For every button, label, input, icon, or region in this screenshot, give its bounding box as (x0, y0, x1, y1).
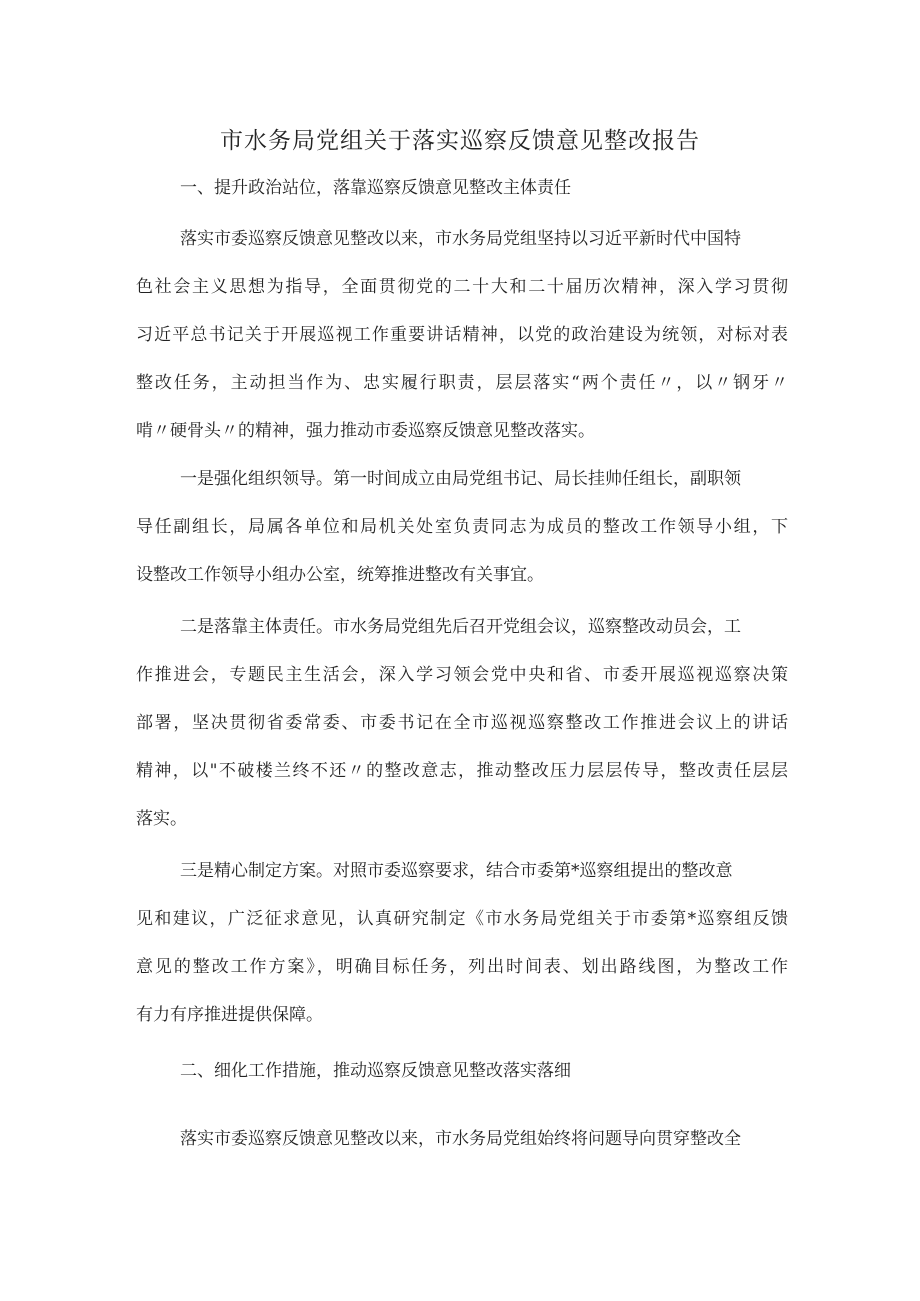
paragraph-line: 习近平总书记关于开展巡视工作重要讲话精神，以党的政治建设为统领，对标对表 (136, 325, 788, 345)
paragraph-line: 啃〃硬骨头〃的精神，强力推动市委巡察反馈意见整改落实。 (136, 421, 595, 441)
paragraph-line: 设整改工作领导小组办公室，统筹推进整改有关事宜。 (136, 565, 544, 585)
section-heading-2: 二、细化工作措施，推动巡察反馈意见整改落实落细 (180, 1061, 571, 1081)
paragraph-line: 落实市委巡察反馈意见整改以来，市水务局党组坚持以习近平新时代中国特 (180, 229, 741, 249)
paragraph-line: 色社会主义思想为指导，全面贯彻党的二十大和二十届历次精神，深入学习贯彻 (136, 277, 788, 297)
paragraph-line: 三是精心制定方案。对照市委巡察要求，结合市委第*巡察组提出的整改意 (180, 861, 733, 881)
paragraph-line: 整改任务，主动担当作为、忠实履行职责，层层落实“两个责任〃，以〃钢牙〃 (136, 373, 788, 393)
section-heading-1: 一、提升政治站位，落靠巡察反馈意见整改主体责任 (180, 178, 571, 198)
paragraph-line: 一是强化组织领导。第一时间成立由局党组书记、局长挂帅任组长，副职领 (180, 469, 741, 489)
paragraph-line: 部署，坚决贯彻省委常委、市委书记在全市巡视巡察整改工作推进会议上的讲话 (136, 713, 788, 733)
paragraph-line: 见和建议，广泛征求意见，认真研究制定《市水务局党组关于市委第*巡察组反馈 (136, 909, 788, 929)
paragraph-line: 导任副组长，局属各单位和局机关处室负责同志为成员的整改工作领导小组，下 (136, 517, 788, 537)
paragraph-line: 二是落靠主体责任。市水务局党组先后召开党组会议，巡察整改动员会，工 (180, 617, 741, 637)
paragraph-line: 落实市委巡察反馈意见整改以来，市水务局党组始终将问题导向贯穿整改全 (180, 1129, 741, 1149)
paragraph-line: 有力有序推进提供保障。 (136, 1005, 323, 1025)
paragraph-line: 精神，以"不破楼兰终不还〃的整改意志，推动整改压力层层传导，整改责任层层 (136, 761, 788, 781)
paragraph-line: 意见的整改工作方案》，明确目标任务，列出时间表、划出路线图，为整改工作 (136, 957, 788, 977)
paragraph-line: 作推进会，专题民主生活会，深入学习领会党中央和省、市委开展巡视巡察决策 (136, 665, 788, 685)
paragraph-line: 落实。 (136, 809, 187, 829)
document-title: 市水务局党组关于落实巡察反馈意见整改报告 (220, 128, 700, 154)
